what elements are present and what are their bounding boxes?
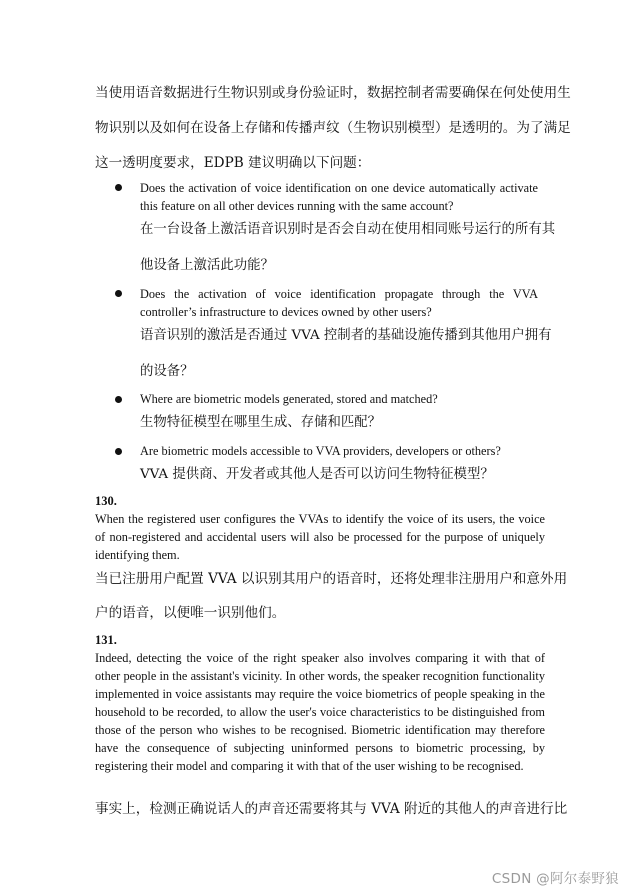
section-number: 130. xyxy=(95,494,117,508)
bullet-dot xyxy=(115,448,122,455)
bullet-1-chinese-line-2: 他设备上激活此功能？ xyxy=(140,258,274,273)
bullet-dot xyxy=(115,396,122,403)
bullet-2-english: Does the activation of voice identification propagate through the VVA controller’s infrastructure to devices owned by other users? xyxy=(140,287,538,319)
intro-line-1: 当使用语音数据进行生物识别或身份验证时，数据控制者需要确保在何处使用生 xyxy=(95,85,571,101)
intro-line-3: 这一透明度要求，EDPB 建议明确以下问题： xyxy=(95,155,371,171)
bullet-1-english: Does the activation of voice identification on one device automatically activate this feature on all other devices running with the same account? xyxy=(140,181,538,213)
section-130-chinese-line-2: 户的语音，以便唯一识别他们。 xyxy=(95,605,286,621)
bullet-2-chinese-line-1: 语音识别的激活是否通过 VVA 控制者的基础设施传播到其他用户拥有 xyxy=(140,328,552,343)
bullet-4-english: Are biometric models accessible to VVA providers, developers or others? xyxy=(140,444,501,458)
csdn-watermark: CSDN @阿尔泰野狼 xyxy=(491,871,619,887)
bullet-dot xyxy=(115,184,122,191)
bullet-1-chinese-line-1: 在一台设备上激活语音识别时是否会自动在使用相同账号运行的所有其 xyxy=(140,222,556,237)
bullet-dot xyxy=(115,290,122,297)
bullet-2-chinese-line-2: 的设备？ xyxy=(140,364,194,379)
bullet-3-chinese: 生物特征模型在哪里生成、存储和匹配？ xyxy=(140,415,382,430)
section-130-chinese-line-1: 当已注册用户配置 VVA 以识别其用户的语音时，还将处理非注册用户和意外用 xyxy=(95,571,568,587)
section-131-english: Indeed, detecting the voice of the right speaker also involves comparing it with that of other people in the assistant's vicinity. In other words, the speaker recognition functionality implemented in voice assistants may require the voice biometrics of people speaking in the household to be recorded, to allow the user's voice characteristics to be distinguished from those of the person who wishes to be recognised. Biometric identification may therefore have the consequence of subjecting uninformed persons to biometric processing, by registering their model and comparing it with that of the user wishing to be recognised. xyxy=(95,651,545,773)
section-131-chinese-line-1: 事实上，检测正确说话人的声音还需要将其与 VVA 附近的其他人的声音进行比 xyxy=(95,801,568,817)
intro-line-2: 物识别以及如何在设备上存储和传播声纹（生物识别模型）是透明的。为了满足 xyxy=(95,120,571,136)
section-130-english: When the registered user configures the VVAs to identify the voice of its users, the voice of non-registered and accidental users will also be processed for the purpose of uniquely identifying them. xyxy=(95,512,545,562)
bullet-3-english: Where are biometric models generated, stored and matched? xyxy=(140,392,438,406)
section-number: 131. xyxy=(95,633,117,647)
bullet-4-chinese: VVA 提供商、开发者或其他人是否可以访问生物特征模型？ xyxy=(140,467,494,482)
